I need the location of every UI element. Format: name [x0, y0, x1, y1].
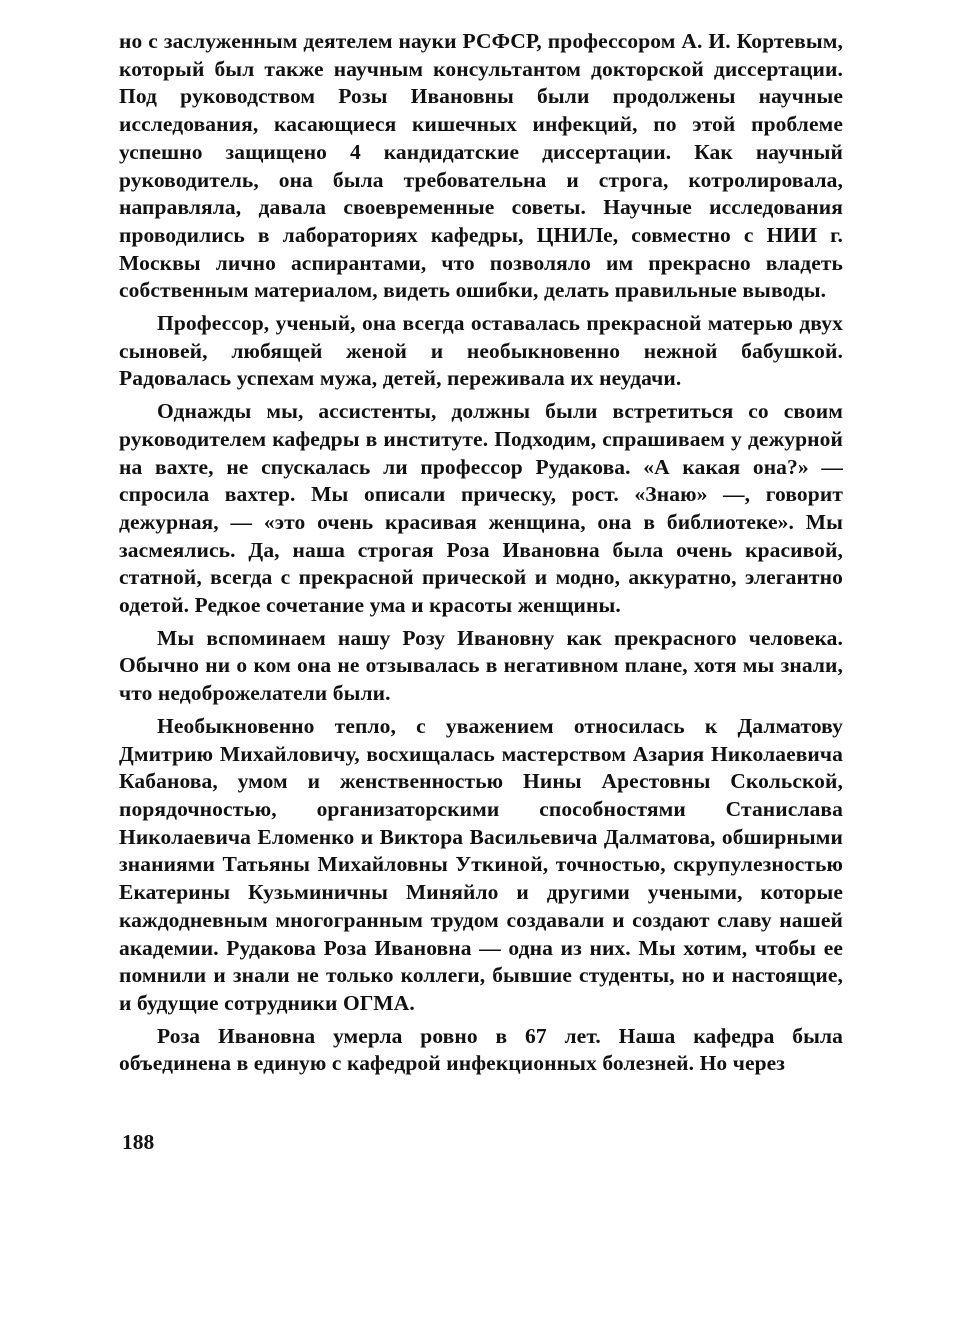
- page-number: 188: [122, 1130, 155, 1154]
- paragraph-5: Необыкновенно тепло, с уважением относилась к Далматову Дмитрию Михайловичу, восхищалась мастерством Азария Николаевича Кабанова, умом и женственностью Нины Арестовны Скольской, порядочностью, организаторскими способностями Станислава Николаевича Еломенко и Виктора Васильевича Далматова, обширными знаниями Татьяны Михайловны Уткиной, точностью, скрупулезностью Екатерины Кузьминичны Миняйло и другими учеными, которые каждодневным многогранным трудом создавали и создают славу нашей академии. Рудакова Роза Ивановна — одна из них. Мы хотим, чтобы ее помнили и знали не только коллеги, бывшие студенты, но и настоящие, и будущие сотрудники ОГМА.: [119, 713, 843, 1015]
- paragraph-4: Мы вспоминаем нашу Розу Ивановну как прекрасного человека. Обычно ни о ком она не отзывалась в негативном плане, хотя мы знали, что недоброжелатели были.: [119, 625, 843, 706]
- paragraph-1: но с заслуженным деятелем науки РСФСР, профессором А. И. Кортевым, который был также научным консультантом докторской диссертации. Под руководством Розы Ивановны были продолжены научные исследования, касающиеся кишечных инфекций, по этой проблеме успешно защищено 4 кандидатские диссертации. Как научный руководитель, она была требовательна и строга, котролировала, направляла, давала своевременные советы. Научные исследования проводились в лабораториях кафедры, ЦНИЛе, совместно с НИИ г. Москвы лично аспирантами, что позволяло им прекрасно владеть собственным материалом, видеть ошибки, делать правильные выводы.: [119, 29, 843, 303]
- paragraph-3: Однажды мы, ассистенты, должны были встретиться со своим руководителем кафедры в институте. Подходим, спрашиваем у дежурной на вахте, не спускалась ли профессор Рудакова. «А какая она?» — спросила вахтер. Мы описали прическу, рост. «Знаю» —, говорит дежурная, — «это очень красивая женщина, она в библиотеке». Мы засмеялись. Да, наша строгая Роза Ивановна была очень красивой, статной, всегда с прекрасной прической и модно, аккуратно, элегантно одетой. Редкое сочетание ума и красоты женщины.: [119, 399, 843, 618]
- body-text: [119, 28, 843, 1083]
- paragraph-2: Профессор, ученый, она всегда оставалась прекрасной матерью двух сыновей, любящей женой и необыкновенно нежной бабушкой. Радовалась успехам мужа, детей, переживала их неудачи.: [119, 311, 843, 391]
- paragraph-6: Роза Ивановна умерла ровно в 67 лет. Наша кафедра была объединена в единую с кафедрой инфекционных болезней. Но через: [119, 1023, 843, 1076]
